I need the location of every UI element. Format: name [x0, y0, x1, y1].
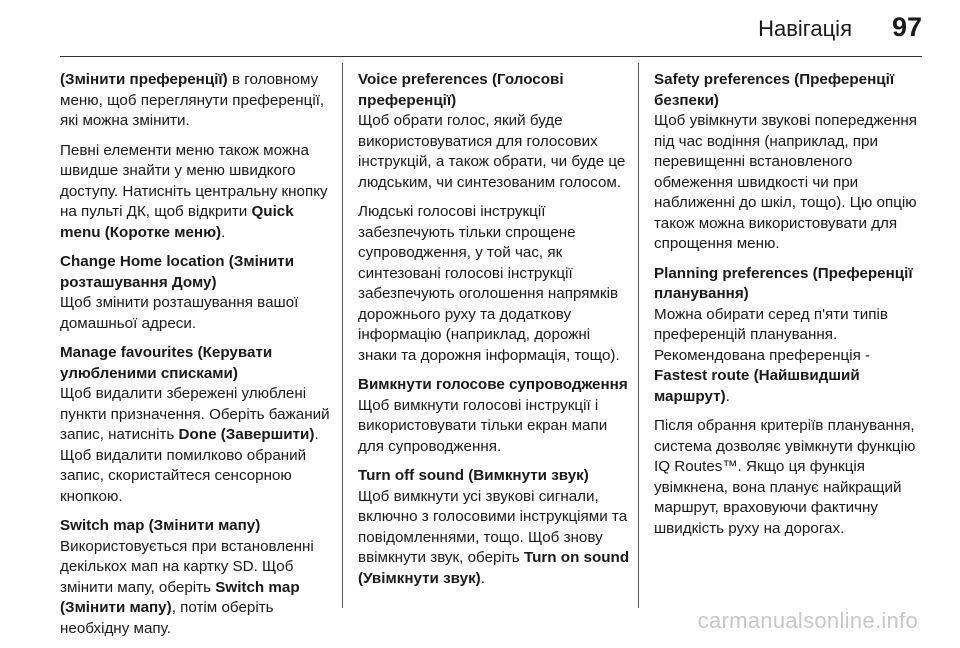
- text: Можна обирати серед п'яти типів преференцій планування. Рекомендована преференція -: [654, 305, 888, 364]
- text: Після обрання критеріїв планування, система дозволяє увімкнути функцію IQ Routes™. Якщо ця функція увімкнена, вона планує найкращий маршрут, враховуючи фактичну швидкість руху на дорогах.: [654, 417, 916, 537]
- text: Певні елементи меню також можна швидше знайти у меню швидкого доступу. Натисніть центральну кнопку на пульті ДК, щоб відкрити: [60, 141, 328, 220]
- text: .: [725, 387, 730, 405]
- paragraph: [654, 416, 926, 539]
- section-turn-off-sound: [358, 466, 630, 589]
- section-heading: Вимкнути голосове супроводження: [358, 376, 628, 393]
- text: .: [221, 223, 226, 241]
- paragraph: [60, 141, 336, 244]
- text: , потім оберіть необхідну мапу.: [60, 599, 274, 637]
- menu-term: Done (Завершити): [178, 426, 315, 443]
- section-voice-guidance-off: [358, 375, 630, 457]
- section-safety-preferences: [654, 70, 926, 255]
- paragraph: [60, 70, 336, 132]
- column-3: [654, 70, 926, 548]
- section-heading: Switch map (Змінити мапу): [60, 517, 261, 534]
- text: в головному меню, щоб переглянути преференції, які можна змінити.: [60, 71, 325, 129]
- paragraph: [358, 202, 630, 366]
- menu-term: (Змінити преференції): [60, 71, 228, 88]
- text: Людські голосові інструкції забезпечують тільки спрощене супроводження, у той час, як синтезовані голосові інструкції забезпечують оголошення напрямків дорожнього руху та додаткову інформацію (наприклад, дорожні знаки та дорожня інформація, тощо).: [358, 203, 620, 364]
- page-number: 97: [891, 12, 922, 42]
- text: Щоб увімкнути звукові попередження під час водіння (наприклад, при перевищенні встановленого обмеження швидкості чи при наближенні до шкіл, тощо). Цю опцію також можна використовувати для спрощення меню.: [654, 112, 917, 252]
- section-voice-preferences: [358, 70, 630, 193]
- column-divider: [342, 63, 343, 608]
- menu-term: Fastest route (Найшвидший маршрут): [654, 367, 860, 405]
- column-1: [60, 70, 336, 648]
- column-divider: [638, 63, 639, 608]
- text: Щоб вимкнути голосові інструкції і використовувати тільки екран мапи для супроводження.: [358, 396, 608, 455]
- text: . Щоб видалити помилково обраний запис, скористайтеся сенсорною кнопкою.: [60, 426, 319, 505]
- text: Щоб обрати голос, який буде використовуватися для голосових інструкцій, а також обрати, чи буде це людським, чи синтезованим голосом.: [358, 112, 626, 191]
- text: Використовується при встановленні декількох мап на картку SD. Щоб змінити мапу, оберіть: [60, 537, 314, 596]
- text: Щоб видалити збережені улюблені пункти призначення. Оберіть бажаний запис, натисніть: [60, 385, 330, 443]
- page-header: [60, 0, 922, 57]
- watermark: carmanualsonline.info: [697, 608, 918, 633]
- menu-term: Turn on sound (Увімкнути звук): [358, 549, 630, 587]
- menu-term: Switch map (Змінити мапу): [60, 578, 300, 616]
- section-planning-preferences: [654, 264, 926, 408]
- section-heading: Change Home location (Змінити розташування Дому): [60, 253, 295, 291]
- section-heading: Safety preferences (Преференції безпеки): [654, 71, 895, 109]
- section-change-home: [60, 252, 336, 334]
- section-switch-map: [60, 516, 336, 639]
- text: Щоб вимкнути усі звукові сигнали, включно з голосовими інструкціями та повідомленнями, тощо. Щоб знову ввімкнути звук, оберіть: [358, 487, 628, 566]
- text: .: [480, 569, 485, 587]
- section-heading: Planning preferences (Преференції планування): [654, 264, 913, 302]
- section-heading: Voice preferences (Голосові преференції): [358, 71, 564, 109]
- section-heading: Turn off sound (Вимкнути звук): [358, 467, 589, 484]
- menu-term: Quick menu (Коротке меню): [60, 203, 294, 241]
- column-2: [358, 70, 630, 598]
- text: Щоб змінити розташування вашої домашньої адреси.: [60, 294, 299, 332]
- section-title: Навігація: [758, 16, 852, 41]
- section-manage-favourites: [60, 343, 336, 507]
- section-heading: Manage favourites (Керувати улюбленими списками): [60, 344, 273, 382]
